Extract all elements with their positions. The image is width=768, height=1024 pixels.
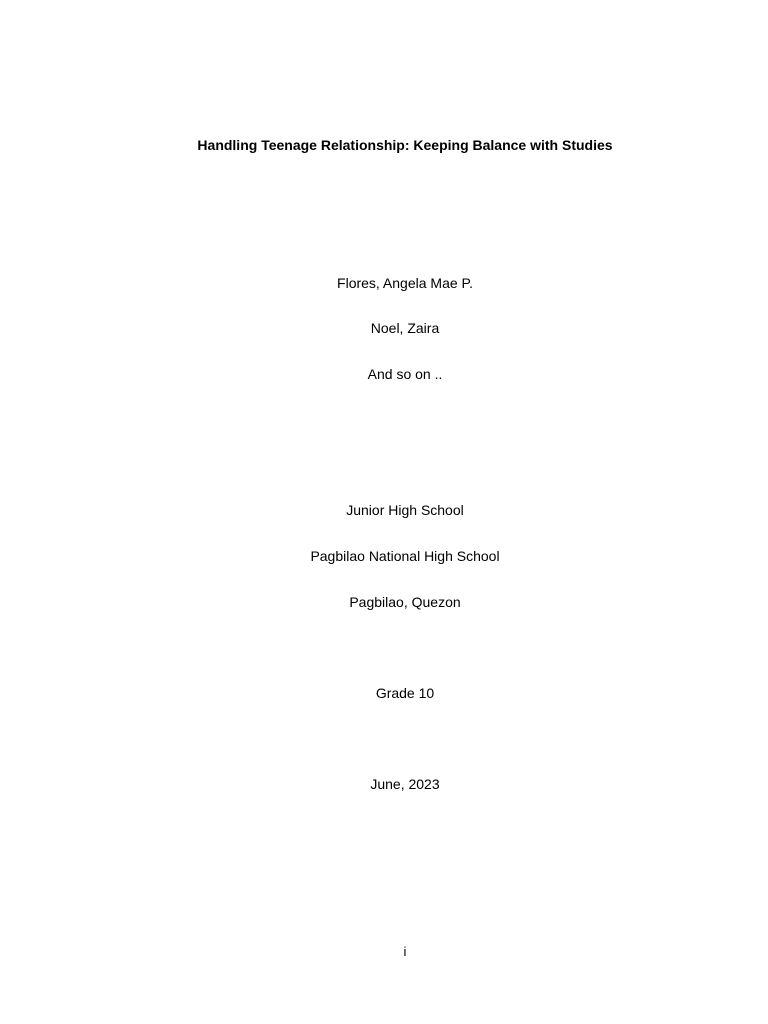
school-level: Junior High School [346,502,464,518]
document-title: Handling Teenage Relationship: Keeping Balance with Studies [197,137,613,153]
document-date: June, 2023 [370,776,440,792]
author-name: Flores, Angela Mae P. [337,275,473,291]
school-name: Pagbilao National High School [310,548,500,564]
grade-level: Grade 10 [375,685,435,701]
school-location: Pagbilao, Quezon [349,594,461,610]
author-name: And so on .. [367,366,443,382]
author-name: Noel, Zaira [370,320,440,336]
page-number: i [403,944,407,959]
